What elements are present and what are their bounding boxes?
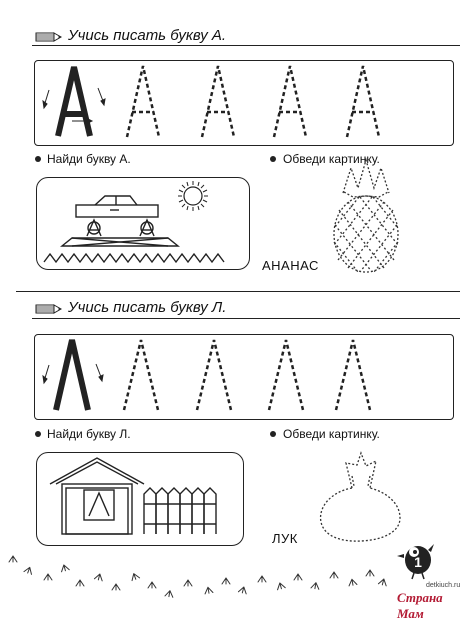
section1-trace-instruction: Обведи картинку. xyxy=(283,152,380,166)
section2-trace-instruction: Обведи картинку. xyxy=(283,427,380,441)
section2-title: Учись писать букву Л. xyxy=(68,299,227,316)
section2-find-instruction: Найди букву Л. xyxy=(47,427,131,441)
section1-title: Учись писать букву А. xyxy=(68,27,227,44)
section1-find-instruction: Найди букву А. xyxy=(47,152,131,166)
watermark-site: detkiuch.ru xyxy=(426,582,461,589)
section1-picture-word: АНАНАС xyxy=(262,258,319,273)
section2-picture-word: ЛУК xyxy=(272,531,298,546)
page-number: 1 xyxy=(414,554,422,570)
watermark-title: Страна Мам xyxy=(397,590,443,621)
